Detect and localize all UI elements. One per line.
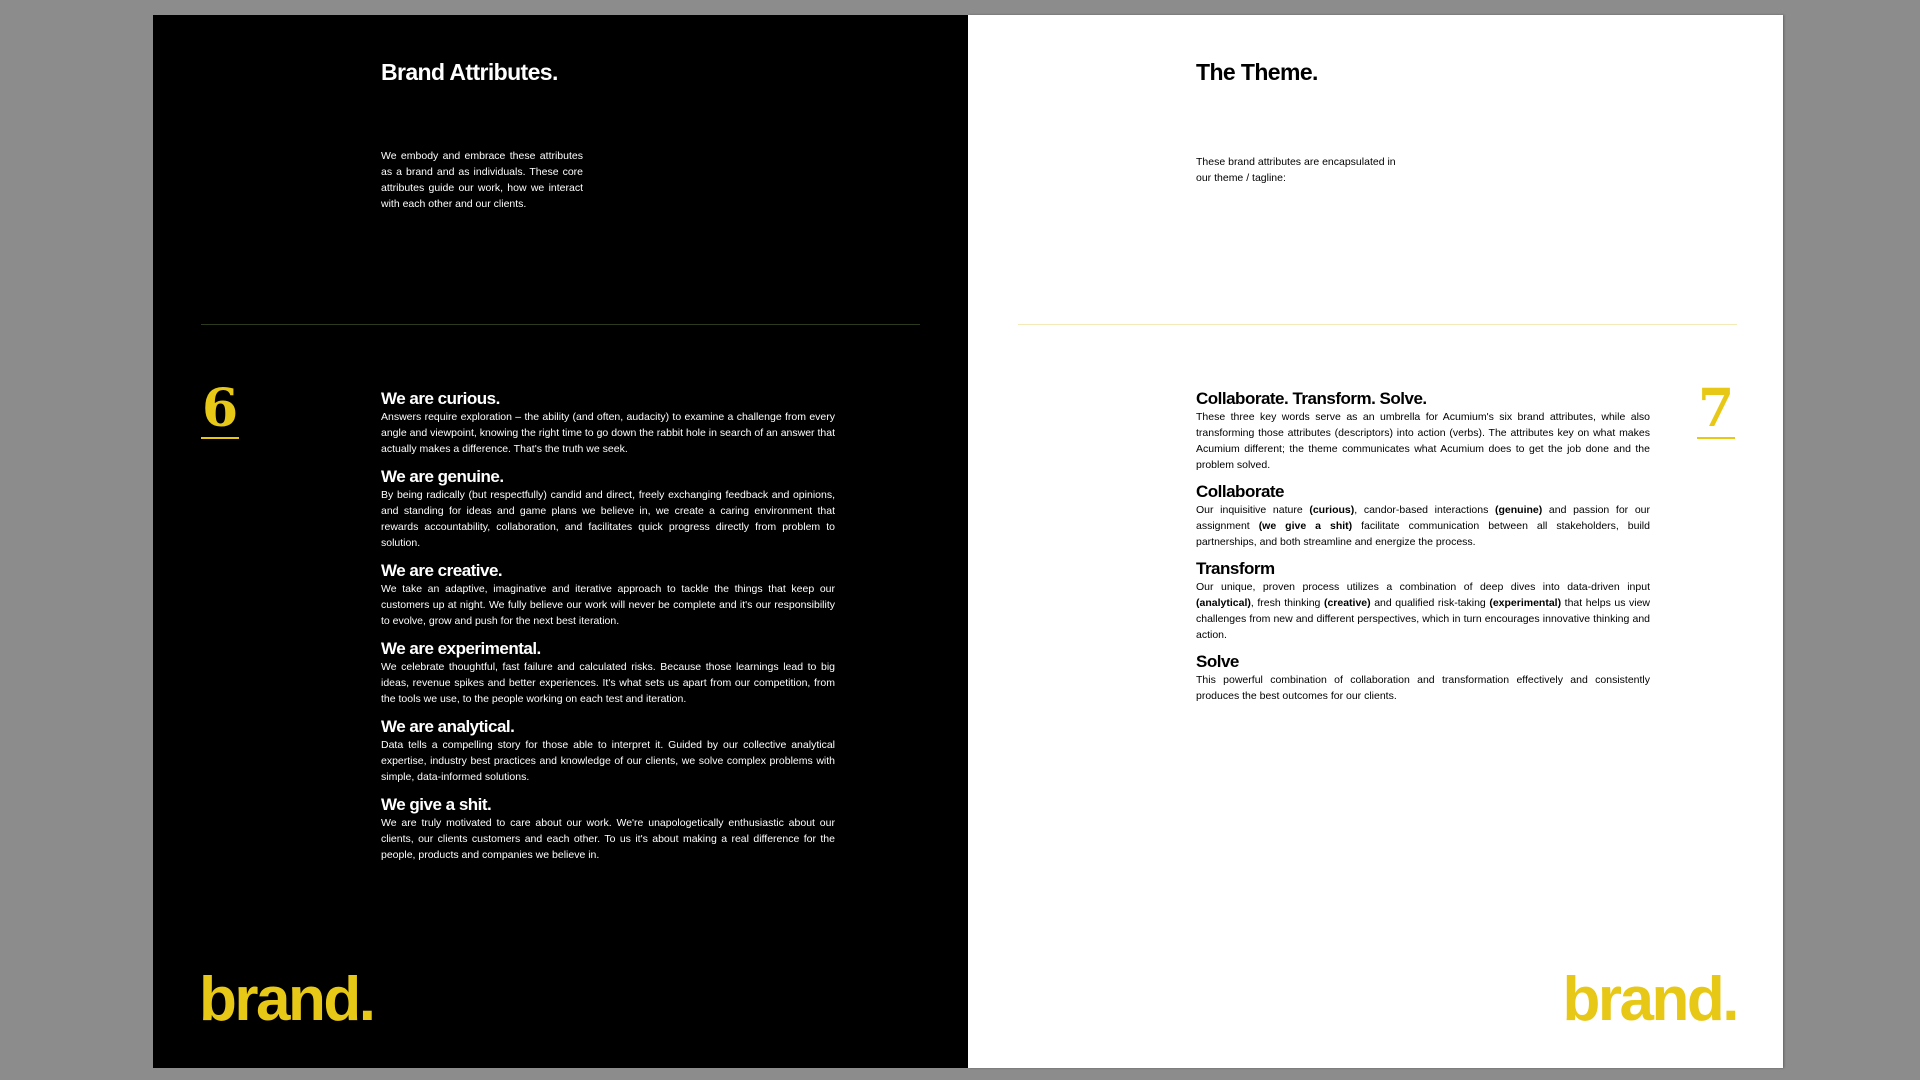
- intro-text: These brand attributes are encapsulated in our theme / tagline:: [1196, 156, 1396, 184]
- section-body: [1196, 579, 1650, 643]
- section-heading: We are genuine.: [381, 467, 504, 486]
- section-body: [1196, 409, 1650, 473]
- body-text: These three key words serve as an umbrella for Acumium's six brand attributes, while also transforming those attributes (descriptors) into action (verbs). The attributes key on what makes Acumium different; the theme communicates what Acumium does to get the job done and the problem solved.: [1196, 411, 1650, 471]
- section: [1196, 389, 1650, 473]
- section-body: [381, 815, 835, 863]
- body-text: By being radically (but respectfully) candid and direct, freely exchanging feedback and opinions, and standing for ideas and game plans we believe in, we create a caring environment that rewards accountability, collaboration, and facilitates quick progress directly from problem to solution.: [381, 489, 835, 549]
- theme-list: [1196, 389, 1650, 713]
- body-text: and qualified risk-taking: [1370, 597, 1490, 609]
- section: [381, 389, 835, 457]
- body-text: This powerful combination of collaboration and transformation effectively and consistently produces the best outcomes for our clients.: [1196, 674, 1650, 702]
- right-page-theme: [968, 15, 1783, 1068]
- bold-text: (experimental): [1489, 597, 1562, 609]
- brand-logo: brand.: [1562, 965, 1737, 1034]
- body-text: Answers require exploration – the ability (and often, audacity) to examine a challenge from every angle and viewpoint, knowing the right time to go down the rabbit hole in search of an answer that actually makes a difference. That's the truth we seek.: [381, 411, 835, 455]
- section-heading: We give a shit.: [381, 795, 492, 814]
- body-text: We are truly motivated to care about our work. We're unapologetically enthusiastic about our clients, our clients customers and each other. To us it's about making a real difference for the people, products and companies we believe in.: [381, 817, 835, 861]
- page-title: The Theme.: [1196, 59, 1318, 85]
- body-text: facilitate communication between all stakeholders, build partnerships, and both streamline and energize the process.: [1196, 520, 1650, 548]
- section-heading: We are analytical.: [381, 717, 515, 736]
- brand-logo: brand.: [199, 965, 374, 1034]
- divider: [1018, 324, 1737, 325]
- bold-text: (creative): [1323, 597, 1371, 609]
- page-number: 7: [1698, 378, 1735, 439]
- body-text: that helps us view challenges from new and different perspectives, which in turn encourages innovative thinking and action.: [1196, 597, 1650, 641]
- section-heading: We are curious.: [381, 389, 500, 408]
- section: [381, 561, 835, 629]
- left-page-brand-attributes: [153, 15, 968, 1068]
- section-heading: We are experimental.: [381, 639, 541, 658]
- section-body: [1196, 502, 1650, 550]
- section-body: [381, 487, 835, 551]
- section-heading: Collaborate: [1196, 482, 1285, 501]
- bold-text: (curious): [1309, 504, 1355, 516]
- section: [381, 717, 835, 785]
- section: [381, 795, 835, 863]
- section-heading: Solve: [1196, 652, 1239, 671]
- body-text: We take an adaptive, imaginative and iterative approach to tackle the things that keep our customers up at night. We fully believe our work will never be complete and it's our responsibility to evolve, grow and push for the next best iteration.: [381, 583, 835, 627]
- section-body: [381, 581, 835, 629]
- body-text: Our inquisitive nature: [1196, 504, 1310, 516]
- body-text: Data tells a compelling story for those able to interpret it. Guided by our collective analytical expertise, industry best practices and knowledge of our clients, we solve complex problems with simple, data-informed solutions.: [381, 739, 835, 783]
- divider: [201, 324, 920, 325]
- section-heading: Collaborate. Transform. Solve.: [1196, 389, 1427, 408]
- intro-text: We embody and embrace these attributes as a brand and as individuals. These core attributes guide our work, how we interact with each other and our clients.: [381, 150, 583, 210]
- section-body: [1196, 672, 1650, 704]
- section: [1196, 482, 1650, 550]
- section-heading: We are creative.: [381, 561, 503, 580]
- page-title: Brand Attributes.: [381, 59, 558, 85]
- section-body: [381, 409, 835, 457]
- section-body: [381, 659, 835, 707]
- body-text: , fresh thinking: [1250, 597, 1324, 609]
- section-body: [381, 737, 835, 785]
- section-heading: Transform: [1196, 559, 1275, 578]
- body-text: , candor-based interactions: [1354, 504, 1496, 516]
- page-number: 6: [202, 378, 239, 439]
- body-text: and passion for our assignment: [1196, 504, 1650, 532]
- bold-text: (we give a shit): [1258, 520, 1353, 532]
- section: [381, 467, 835, 551]
- bold-text: (genuine): [1495, 504, 1543, 516]
- attributes-list: [381, 389, 835, 873]
- section: [1196, 559, 1650, 643]
- section: [1196, 652, 1650, 704]
- body-text: Our unique, proven process utilizes a combination of deep dives into data-driven input: [1196, 581, 1650, 593]
- section: [381, 639, 835, 707]
- body-text: We celebrate thoughtful, fast failure and calculated risks. Because those learnings lead to big ideas, revenue spikes and better experiences. It's what sets us apart from our competition, from the tools we use, to the people working on each test and iteration.: [381, 661, 835, 705]
- bold-text: (analytical): [1196, 597, 1251, 609]
